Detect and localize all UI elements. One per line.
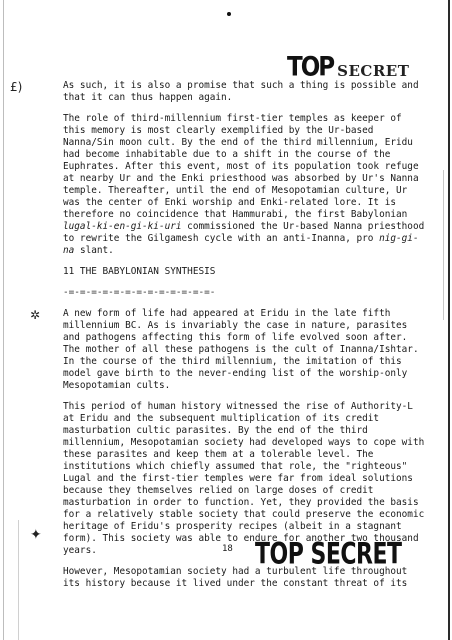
margin-mark-2: ✲: [30, 308, 41, 322]
paragraph: As such, it is also a promise that such a thing is possible and that it can thus happen again.: [63, 80, 419, 103]
italic-term: lugal-ki-en-gi-ki-uri: [63, 221, 182, 232]
paragraph: The role of third-millennium first-tier temples as keeper of this memory is most clearly exemplified by the Ur-based Nanna/Sin moon cult. By the end of the third millennium, Eridu had become inhabitable due to a shift in the course of the Euphrates. After this event, most of its population took refuge at nearby Ur and the Enki priesthood was absorbed by Ur's Nanna temple. Thereafter, until the end of Mesopotamian culture, Ur was the center of Enki worship and Enki-related lore. It is therefore no coincidence that Hammurabi, the first Babylonian lugal-ki-en-gi-ki-uri commissioned the Ur-based Nanna priesthood to rewrite the Gilgamesh cycle with an anti-Inanna, pro nig-gi-na slant.: [63, 113, 425, 256]
stamp-top-word: TOP: [287, 52, 334, 83]
scan-edge-left: [3, 0, 4, 640]
section-heading: 11 THE BABYLONIAN SYNTHESIS: [63, 266, 216, 277]
section-rule: -=-=-=-=-=-=-=-=-=-=-=-=-=-: [63, 287, 216, 298]
body-text: [63, 80, 425, 590]
top-secret-stamp-bottom: TOP SECRET: [255, 538, 402, 572]
scan-dot: [227, 12, 231, 16]
paragraph: A new form of life had appeared at Eridu in the late fifth millennium BC. As is invariably the case in nature, parasites and pathogens affecting this form of life evolved soon after. The mother of all these pathogens is the cult of Inanna/Ishtar. In the course of the third millennium, the imitation of this model gave birth to the never-ending list of the worship-only Mesopotamian cults.: [63, 308, 419, 391]
paragraph: However, Mesopotamian society had a turbulent life throughout its history because it lived under the constant threat of its: [63, 566, 408, 589]
top-secret-stamp-top: [287, 52, 410, 83]
margin-mark-1: £): [10, 80, 23, 94]
scan-edge-left-inner: [18, 520, 19, 640]
stamp-secret-word: SECRET: [337, 62, 410, 80]
margin-mark-3: ✦: [30, 527, 42, 543]
scan-edge-right: [448, 0, 450, 640]
page-number: 18: [222, 544, 233, 554]
scan-edge-right-inner: [443, 170, 444, 320]
paragraph: This period of human history witnessed the rise of Authority-L at Eridu and the subsequent multiplication of its credit masturbation cultic parasites. By the end of the third millennium, Mesopotamian society had developed ways to cope with these parasites and keep them at a tolerable level. The institutions which chiefly assumed that role, the "righteous" Lugal and the first-tier temples were far from ideal solutions because they themselves relied on large doses of credit masturbation in order to function. Yet, they provided the basis for a relatively stable society that could preserve the economic heritage of Eridu's prosperity recipes (albeit in a stagnant form). This society was able to endure for another two thousand years.: [63, 401, 425, 556]
italic-term: nig-gi-na: [63, 233, 419, 256]
